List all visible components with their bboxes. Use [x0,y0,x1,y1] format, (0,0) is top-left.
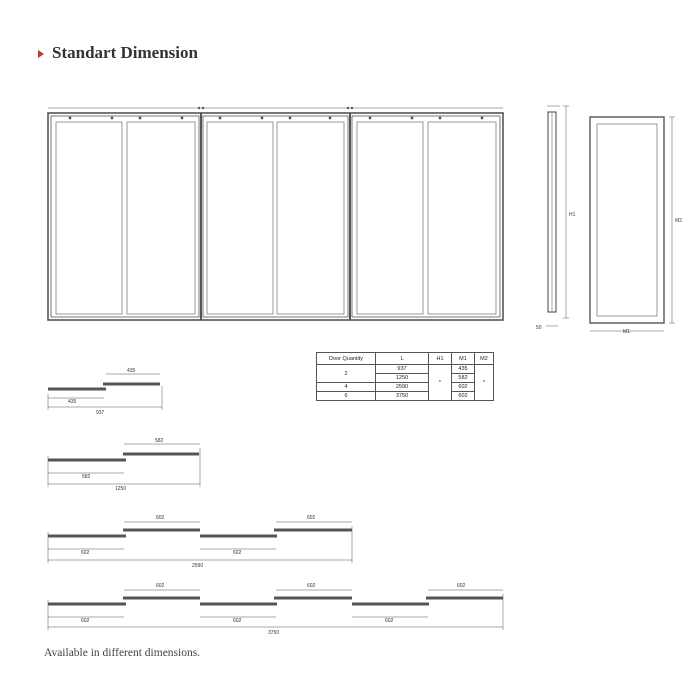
m1-label: M1 [623,329,630,335]
plan4-top2-dim: 602 [307,583,316,589]
l-cell: 1250 [376,374,429,383]
plan1-total-dim: 937 [96,410,105,416]
plan4-bottom3-dim: 602 [385,618,394,624]
l-cell: 2590 [376,383,429,392]
plan1-bottom-dim: 435 [68,399,77,405]
table-header: H1 [429,353,452,365]
plan-view-6-doors [48,590,503,630]
table-header: L [376,353,429,365]
plan3-top1-dim: 602 [156,515,165,521]
m1-cell: 582 [452,374,475,383]
m1-cell: 602 [452,392,475,401]
h1-label: H1 [569,212,576,218]
plan4-top1-dim: 602 [156,583,165,589]
table-row [317,383,494,392]
plan-view-2-doors [48,374,162,410]
plan2-bottom-dim: 582 [82,474,91,480]
table-header: Door Quantity [317,353,376,365]
side-section [546,106,569,326]
l-cell: 937 [376,365,429,374]
l-cell: 3750 [376,392,429,401]
table-header: M1 [452,353,475,365]
table-row [317,365,494,374]
plan3-top2-dim: 602 [307,515,316,521]
plan1-top-dim: 435 [127,368,136,374]
depth-label: 50 [536,325,542,331]
table-header-row [317,353,494,365]
door-quantity-cell: 4 [317,383,376,392]
plan-view-4-doors [48,522,352,563]
door-quantity-cell: 2 [317,365,376,383]
m2-cell: * [475,365,494,401]
door-quantity-cell: 6 [317,392,376,401]
plan4-top3-dim: 602 [457,583,466,589]
plan3-bottom1-dim: 602 [81,550,90,556]
m1-cell: 602 [452,383,475,392]
plan4-bottom2-dim: 602 [233,618,242,624]
m1-cell: 435 [452,365,475,374]
plan2-total-dim: 1250 [115,486,127,492]
plan2-top-dim: 582 [155,438,164,444]
frame-elevation [590,117,675,331]
table-row [317,392,494,401]
front-elevation [48,107,503,320]
page-title: Standart Dimension [52,43,198,62]
plan3-total-dim: 2590 [192,563,204,569]
plan4-total-dim: 3750 [268,630,280,636]
plan-view-1250 [48,444,200,487]
h1-cell: * [429,365,452,401]
plan3-bottom2-dim: 602 [233,550,242,556]
plan4-bottom1-dim: 602 [81,618,90,624]
dimension-table [316,352,494,401]
footnote: Available in different dimensions. [44,647,201,659]
table-header: M2 [475,353,494,365]
m2-label: M2 [675,218,682,224]
